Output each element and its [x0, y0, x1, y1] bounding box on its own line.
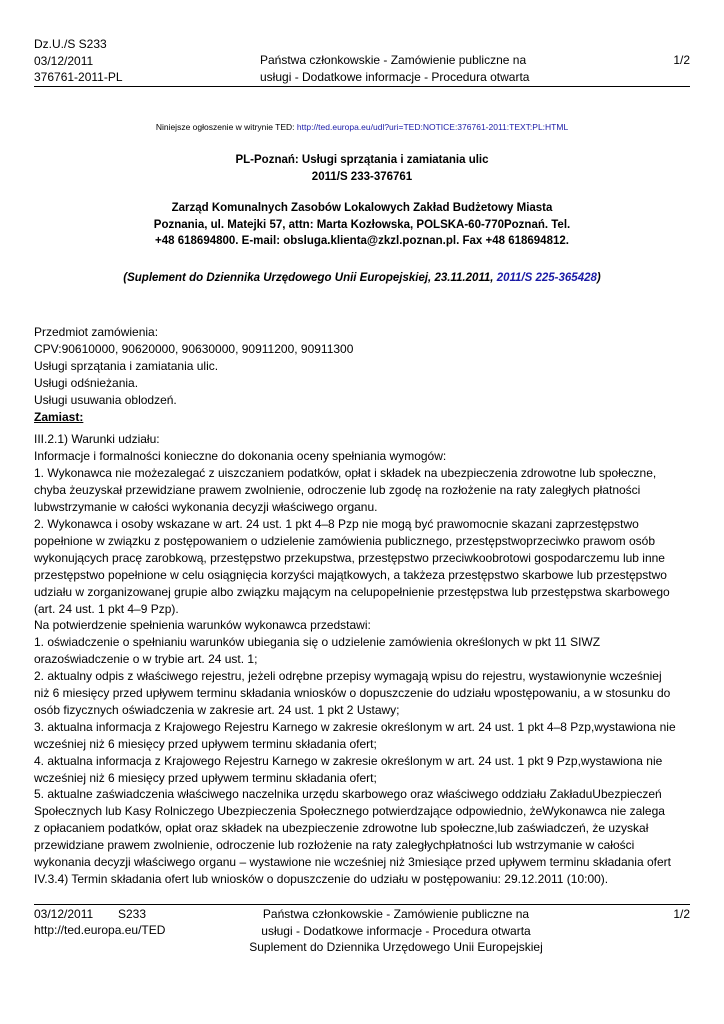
text-line: CPV:90610000, 90620000, 90630000, 90911200, 90911300 — [34, 341, 354, 356]
text-line: z opłacaniem podatków, opłat oraz składek na ubezpieczenie zdrowotne lub społeczne,lub zaświadczeń, że uzyskał — [34, 821, 649, 836]
page-header — [34, 36, 690, 86]
text-line: 3. aktualna informacja z Krajowego Rejestru Karnego w zakresie określonym w art. 24 ust. 1 pkt 4–8 Pzp,wystawiona nie — [34, 719, 676, 734]
notice-title-line1: PL-Poznań: Usługi sprzątania i zamiatania ulic — [235, 154, 489, 166]
supplement-text: (Suplement do Dziennika Urzędowego Unii Europejskiej, 23.11.2011, — [123, 272, 497, 284]
text-line: 1. oświadczenie o spełnianiu warunków ubiegania się o udzielenie zamówienia określonych w pkt 11 SIWZ — [34, 635, 601, 650]
text-line: Przedmiot zamówienia: — [34, 325, 159, 339]
text-line: osób fizycznych oświadczenia w zakresie art. 24 ust. 1 pkt 2 Ustawy; — [34, 702, 400, 717]
journal-ref: Dz.U./S S233 — [34, 37, 107, 51]
text-line: III.2.1) Warunki udziału: — [34, 432, 160, 447]
text-line: popełnione w związku z postępowaniem o udzielenie zamówienia publicznego, przestępstwoprzeciwko prawom osób — [34, 533, 656, 548]
text-line: Na potwierdzenie spełnienia warunków wykonawca przedstawi: — [34, 618, 371, 633]
footer-date: 03/12/2011 — [34, 907, 94, 921]
text-line: Informacje i formalności konieczne do dokonania oceny spełniania wymogów: — [34, 449, 447, 464]
text-line: (art. 24 ust. 1 pkt 4–9 Pzp). — [34, 601, 179, 616]
text-line: wykonujących pracę zarobkową, przestępstwo przekupstwa, przestępstwo przeciwkoobrotowi gospodarczemu lub inne — [34, 550, 665, 565]
notice-body — [34, 324, 694, 888]
text-line: 1. Wykonawca nie możezalegać z uiszczaniem podatków, opłat i składek na ubezpieczenia zdrowotne lub społeczne, — [34, 466, 657, 481]
header-title — [260, 52, 560, 85]
authority-line3: +48 618694800. E-mail: obsluga.klienta@zkzl.poznan.pl. Fax +48 618694812. — [155, 235, 569, 247]
text-line: 2. aktualny odpis z właściwego rejestru, jeżeli odrębne przepisy wymagają wpisu do rejestru, wystawionynie wcześniej — [34, 669, 662, 684]
notice-number: 2011/S 233-376761 — [311, 170, 413, 183]
text-line: Usługi odśnieżania. — [34, 375, 139, 390]
text-line: 5. aktualne zaświadczenia właściwego naczelnika urzędu skarbowego oraz właściwego oddziału ZakładuUbezpieczeń — [34, 787, 662, 802]
text-line: Usługi sprzątania i zamiatania ulic. — [34, 358, 219, 373]
instead-heading: Zamiast: — [34, 409, 84, 424]
text-line: przewidziane prawem zwolnienie, odroczenie lub rozłożenie na raty zaległychpłatności lub wstrzymanie w całości — [34, 838, 635, 853]
supplement-close: ) — [596, 272, 601, 284]
text-line: wcześniej niż 6 miesięcy przed upływem terminu składania ofert; — [34, 770, 377, 785]
text-line: przestępstwo popełnione w celu osiągnięcia korzyści majątkowych, a takżeza przestępstwo skarbowe lub przestępstwo — [34, 567, 667, 582]
page-number: 1/2 — [673, 53, 690, 67]
authority-line1: Zarząd Komunalnych Zasobów Lokalowych Zakład Budżetowy Miasta — [171, 202, 553, 214]
footer-line2: usługi - Dodatkowe informacje - Procedura otwarta — [261, 923, 531, 938]
notice-link[interactable]: http://ted.europa.eu/udl?uri=TED:NOTICE:376761-2011:TEXT:PL:HTML — [296, 122, 569, 132]
doc-id: 376761-2011-PL — [34, 70, 123, 84]
header-date: 03/12/2011 — [34, 53, 94, 68]
footer-url: http://ted.europa.eu/TED — [34, 923, 166, 937]
notice-prefix: Niniejsze ogłoszenie w witrynie TED: — [155, 122, 297, 132]
footer-line1: Państwa członkowskie - Zamówienie publiczne na — [262, 907, 530, 921]
text-line: wcześniej niż 6 miesięcy przed upływem terminu składania ofert; — [34, 736, 377, 751]
text-line: IV.3.4) Termin składania ofert lub wniosków o dopuszczenie do udziału w postępowaniu: 29.12.2011 (10:00). — [34, 872, 609, 886]
text-line: 2. Wykonawca i osoby wskazane w art. 24 ust. 1 pkt 4–8 Pzp nie mogą być prawomocnie skazani zaprzestępstwo — [34, 516, 639, 531]
supplement-reference — [34, 272, 690, 284]
header-title-line1: Państwa członkowskie - Zamówienie publiczne na — [260, 53, 527, 67]
footer-line3: Suplement do Dziennika Urzędowego Unii Europejskiej — [249, 940, 543, 954]
footer-page-number: 1/2 — [673, 907, 690, 921]
text-line: 4. aktualna informacja z Krajowego Rejestru Karnego w zakresie określonym w art. 24 ust. 1 pkt 9 Pzp,wystawiona nie — [34, 753, 663, 768]
footer-divider — [34, 904, 690, 905]
header-title-line2: usługi - Dodatkowe informacje - Procedura otwarta — [260, 69, 530, 84]
text-line: niż 6 miesięcy przed upływem terminu składania wniosków o dopuszczenie do udziału wpostępowaniu, a w stosunku do — [34, 686, 671, 701]
supplement-link[interactable]: 2011/S 225-365428 — [496, 272, 597, 284]
notice-title — [34, 152, 690, 185]
text-line: udziału w zorganizowanej grupie albo związku mającym na celupopełnienie przestępstwa lub przestępstwa skarbowego — [34, 584, 670, 599]
text-line: Społecznych lub Kasy Rolniczego Ubezpieczenia Społecznego potwierdzające odpowiednio, żeWykonawca nie zalega — [34, 804, 665, 819]
authority-line2: Poznania, ul. Matejki 57, attn: Marta Kozłowska, POLSKA-60-770Poznań. Tel. — [153, 218, 571, 231]
ted-notice — [34, 122, 690, 132]
footer-title — [246, 906, 546, 956]
page-footer — [34, 906, 690, 958]
text-line: lubwstrzymanie w całości wykonania decyzji właściwego organu. — [34, 500, 378, 515]
subject-block — [34, 324, 694, 409]
header-meta — [34, 36, 123, 86]
footer-code: S233 — [118, 907, 147, 921]
text-line: wykonania decyzji właściwego organu – wystawione nie wcześniej niż 3miesiące przed upływem terminu składania ofert — [34, 855, 671, 870]
text-line: chyba żeuzyskał przewidziane prawem zwolnienie, odroczenie lub zgodę na rozłożenie na raty zaległych płatności — [34, 483, 641, 498]
conditions-block — [34, 431, 694, 887]
contracting-authority — [34, 200, 690, 250]
text-line: orazoświadczenie o w trybie art. 24 ust. 1; — [34, 652, 258, 667]
header-divider — [34, 86, 690, 87]
text-line: Usługi usuwania oblodzeń. — [34, 392, 177, 407]
